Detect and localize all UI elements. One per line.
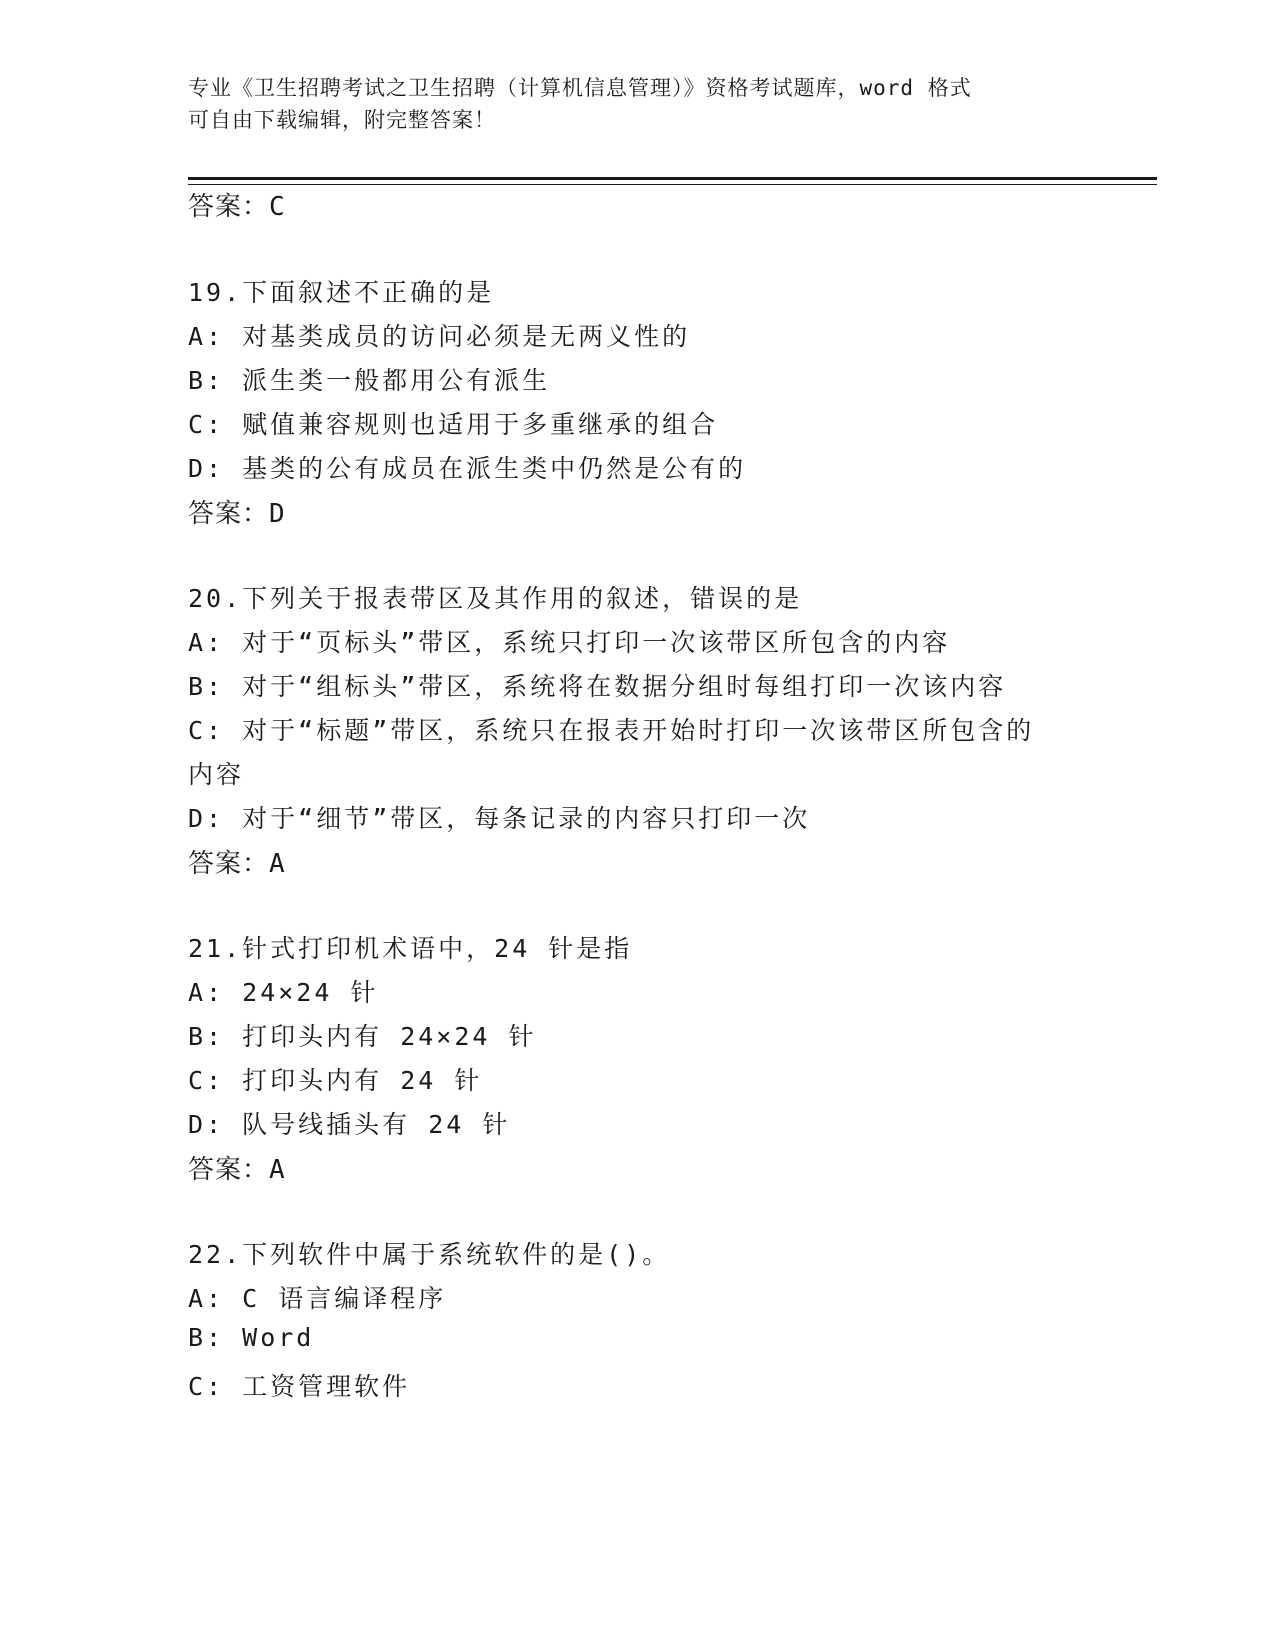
question-option: A: 24×24 针 <box>188 978 379 1007</box>
header-line-2: 可自由下载编辑，附完整答案！ <box>188 108 496 132</box>
answer-line: 答案：C <box>188 192 286 222</box>
header-divider-thin <box>188 184 1157 185</box>
header-line-1: 专业《卫生招聘考试之卫生招聘（计算机信息管理）》资格考试题库，word 格式 <box>188 76 972 100</box>
question-option: B: 派生类一般都用公有派生 <box>188 366 551 395</box>
question-option: 内容 <box>188 760 245 789</box>
question-option: C: 对于“标题”带区，系统只在报表开始时打印一次该带区所包含的 <box>188 716 1035 745</box>
question-option: A: 对于“页标头”带区，系统只打印一次该带区所包含的内容 <box>188 628 951 657</box>
answer-line: 答案：D <box>188 499 286 529</box>
question-option: B: 打印头内有 24×24 针 <box>188 1022 537 1051</box>
question-option: C: 打印头内有 24 针 <box>188 1066 483 1095</box>
question-stem: 20.下列关于报表带区及其作用的叙述，错误的是 <box>188 584 803 613</box>
question-option: B: 对于“组标头”带区，系统将在数据分组时每组打印一次该内容 <box>188 672 1007 701</box>
question-option: C: 赋值兼容规则也适用于多重继承的组合 <box>188 410 719 439</box>
answer-line: 答案：A <box>188 1155 286 1185</box>
header-divider-thick <box>188 177 1157 180</box>
question-stem: 21.针式打印机术语中，24 针是指 <box>188 934 633 963</box>
question-option: A: C 语言编译程序 <box>188 1284 447 1313</box>
document-header <box>188 72 1088 136</box>
answer-line: 答案：A <box>188 849 286 879</box>
question-stem: 19.下面叙述不正确的是 <box>188 278 495 307</box>
question-option: A: 对基类成员的访问必须是无两义性的 <box>188 322 691 351</box>
question-option: C: 工资管理软件 <box>188 1372 411 1401</box>
question-option: B: Word <box>188 1323 315 1352</box>
question-option: D: 对于“细节”带区，每条记录的内容只打印一次 <box>188 804 811 833</box>
question-stem: 22.下列软件中属于系统软件的是()。 <box>188 1240 671 1269</box>
question-option: D: 队号线插头有 24 针 <box>188 1110 511 1139</box>
question-option: D: 基类的公有成员在派生类中仍然是公有的 <box>188 454 747 483</box>
